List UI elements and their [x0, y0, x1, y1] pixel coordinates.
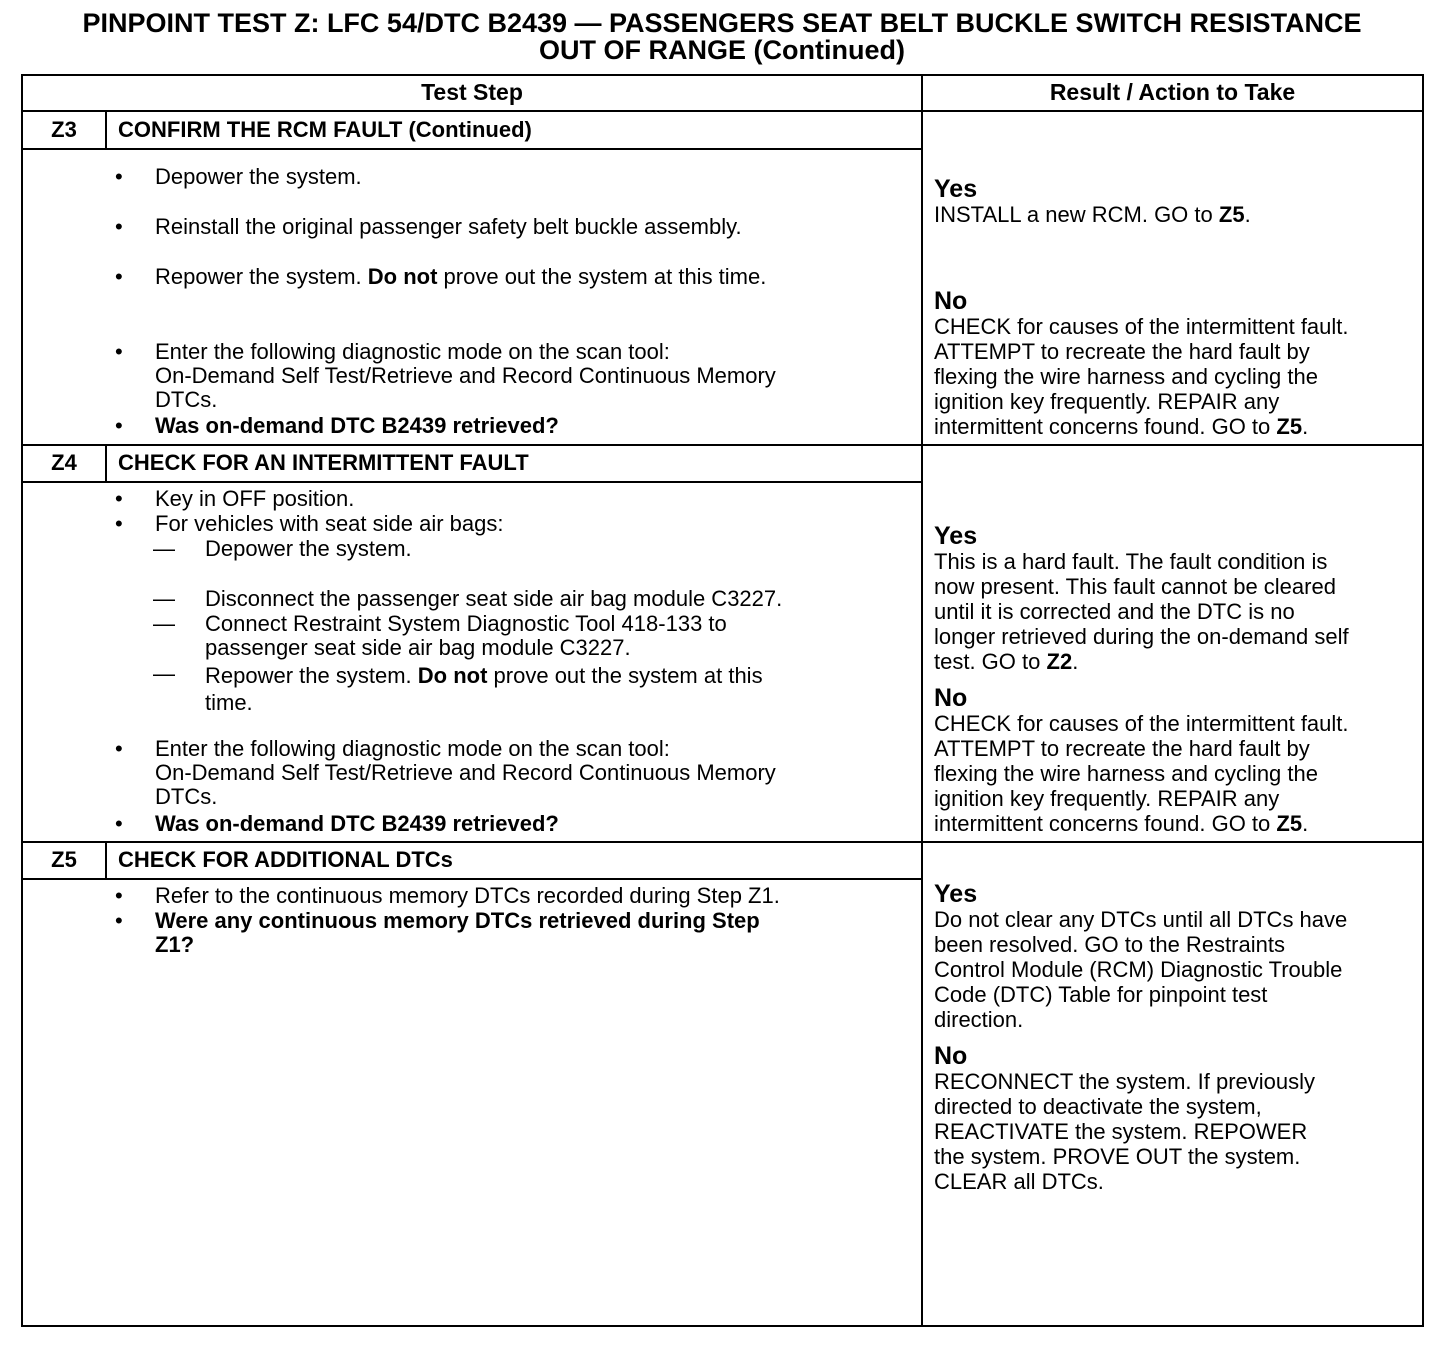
- z4-step-1: Key in OFF position.: [155, 486, 355, 511]
- z5-no-result: No RECONNECT the system. If previously directed to deactivate the system, REACTIVATE the system. REPOWER the system. PROVE OUT the system. CLEAR all DTCs.: [934, 1043, 1424, 1194]
- step-id-z4: Z4: [51, 450, 77, 475]
- z4-id-divider: [105, 446, 107, 482]
- bullet: •: [115, 908, 123, 933]
- dash: —: [153, 536, 175, 561]
- z4-step-3: Enter the following diagnostic mode on the scan tool: On-Demand Self Test/Retrieve and Record Continuous Memory DTCs.: [155, 736, 776, 809]
- header-test-step: Test Step: [421, 79, 523, 105]
- bullet: •: [115, 486, 123, 511]
- z4-question: Was on-demand DTC B2439 retrieved?: [155, 811, 559, 836]
- bullet: •: [115, 339, 123, 364]
- z3-no-result: No CHECK for causes of the intermittent fault. ATTEMPT to recreate the hard fault by flexing the wire harness and cycling the ignition key frequently. REPAIR any intermittent concerns found. GO to Z5.: [934, 288, 1424, 439]
- z5-title-divider: [23, 878, 921, 880]
- z5-question: Were any continuous memory DTCs retrieved during Step Z1?: [155, 908, 760, 957]
- step-id-z3: Z3: [51, 117, 77, 142]
- z4-z5-divider: [23, 841, 1422, 843]
- bullet: •: [115, 736, 123, 761]
- dash: —: [153, 661, 175, 686]
- z5-no-heading: No: [934, 1042, 968, 1070]
- z3-step-4: Enter the following diagnostic mode on the scan tool: On-Demand Self Test/Retrieve and Record Continuous Memory DTCs.: [155, 339, 776, 412]
- title-line-2: OUT OF RANGE (Continued): [539, 35, 905, 65]
- z4-title-divider: [23, 481, 921, 483]
- z3-z4-divider: [23, 444, 1422, 446]
- dash: —: [153, 586, 175, 611]
- z5-id-divider: [105, 843, 107, 879]
- z3-no-heading: No: [934, 287, 968, 315]
- z4-no-heading: No: [934, 684, 968, 712]
- z5-step-1: Refer to the continuous memory DTCs recorded during Step Z1.: [155, 883, 780, 908]
- bullet: •: [115, 811, 123, 836]
- z4-substep-2: Disconnect the passenger seat side air bag module C3227.: [205, 586, 783, 611]
- z4-result: Yes This is a hard fault. The fault condition is now present. This fault cannot be cleared until it is corrected and the DTC is no longer retrieved during the on-demand self test. GO to Z2.: [934, 523, 1424, 674]
- z4-substep-1: Depower the system.: [205, 536, 412, 561]
- z3-step-3: Repower the system. Do not prove out the system at this time.: [155, 264, 767, 289]
- z4-substep-4: Repower the system. Do not prove out the system at this time.: [205, 663, 763, 715]
- title-line-1: PINPOINT TEST Z: LFC 54/DTC B2439 — PASSENGERS SEAT BELT BUCKLE SWITCH RESISTANCE: [82, 8, 1362, 38]
- pinpoint-test-table: [21, 74, 1424, 1327]
- dash: —: [153, 611, 175, 636]
- step-id-z5: Z5: [51, 847, 77, 872]
- page-title: [20, 10, 1424, 64]
- z3-question: Was on-demand DTC B2439 retrieved?: [155, 413, 559, 438]
- bullet: •: [115, 264, 123, 289]
- bullet: •: [115, 883, 123, 908]
- z4-yes-heading: Yes: [934, 522, 978, 550]
- z3-step-1: Depower the system.: [155, 164, 362, 189]
- z5-result: Yes Do not clear any DTCs until all DTCs have been resolved. GO to the Restraints Control Module (RCM) Diagnostic Trouble Code (DTC) Table for pinpoint test direction.: [934, 881, 1424, 1032]
- z4-no-result: No CHECK for causes of the intermittent fault. ATTEMPT to recreate the hard fault by flexing the wire harness and cycling the ignition key frequently. REPAIR any intermittent concerns found. GO to Z5.: [934, 685, 1424, 836]
- bullet: •: [115, 413, 123, 438]
- z4-step-2: For vehicles with seat side air bags:: [155, 511, 504, 536]
- z3-yes-text: INSTALL a new RCM. GO to Z5.: [934, 202, 1251, 227]
- bullet: •: [115, 511, 123, 536]
- z3-yes-heading: Yes: [934, 175, 978, 203]
- bullet: •: [115, 164, 123, 189]
- header-divider: [23, 110, 1422, 112]
- z4-substep-3: Connect Restraint System Diagnostic Tool 418-133 to passenger seat side air bag module C3227.: [205, 611, 727, 660]
- z3-id-divider: [105, 112, 107, 148]
- header-result: Result / Action to Take: [1049, 79, 1296, 105]
- z3-step-2: Reinstall the original passenger safety belt buckle assembly.: [155, 214, 742, 239]
- z5-yes-heading: Yes: [934, 880, 978, 908]
- column-divider: [921, 76, 923, 1325]
- z3-result: [934, 176, 1424, 227]
- step-title-z3: CONFIRM THE RCM FAULT (Continued): [118, 117, 532, 142]
- step-title-z4: CHECK FOR AN INTERMITTENT FAULT: [118, 450, 529, 475]
- bullet: •: [115, 214, 123, 239]
- step-title-z5: CHECK FOR ADDITIONAL DTCs: [118, 847, 453, 872]
- z3-title-divider: [23, 148, 921, 150]
